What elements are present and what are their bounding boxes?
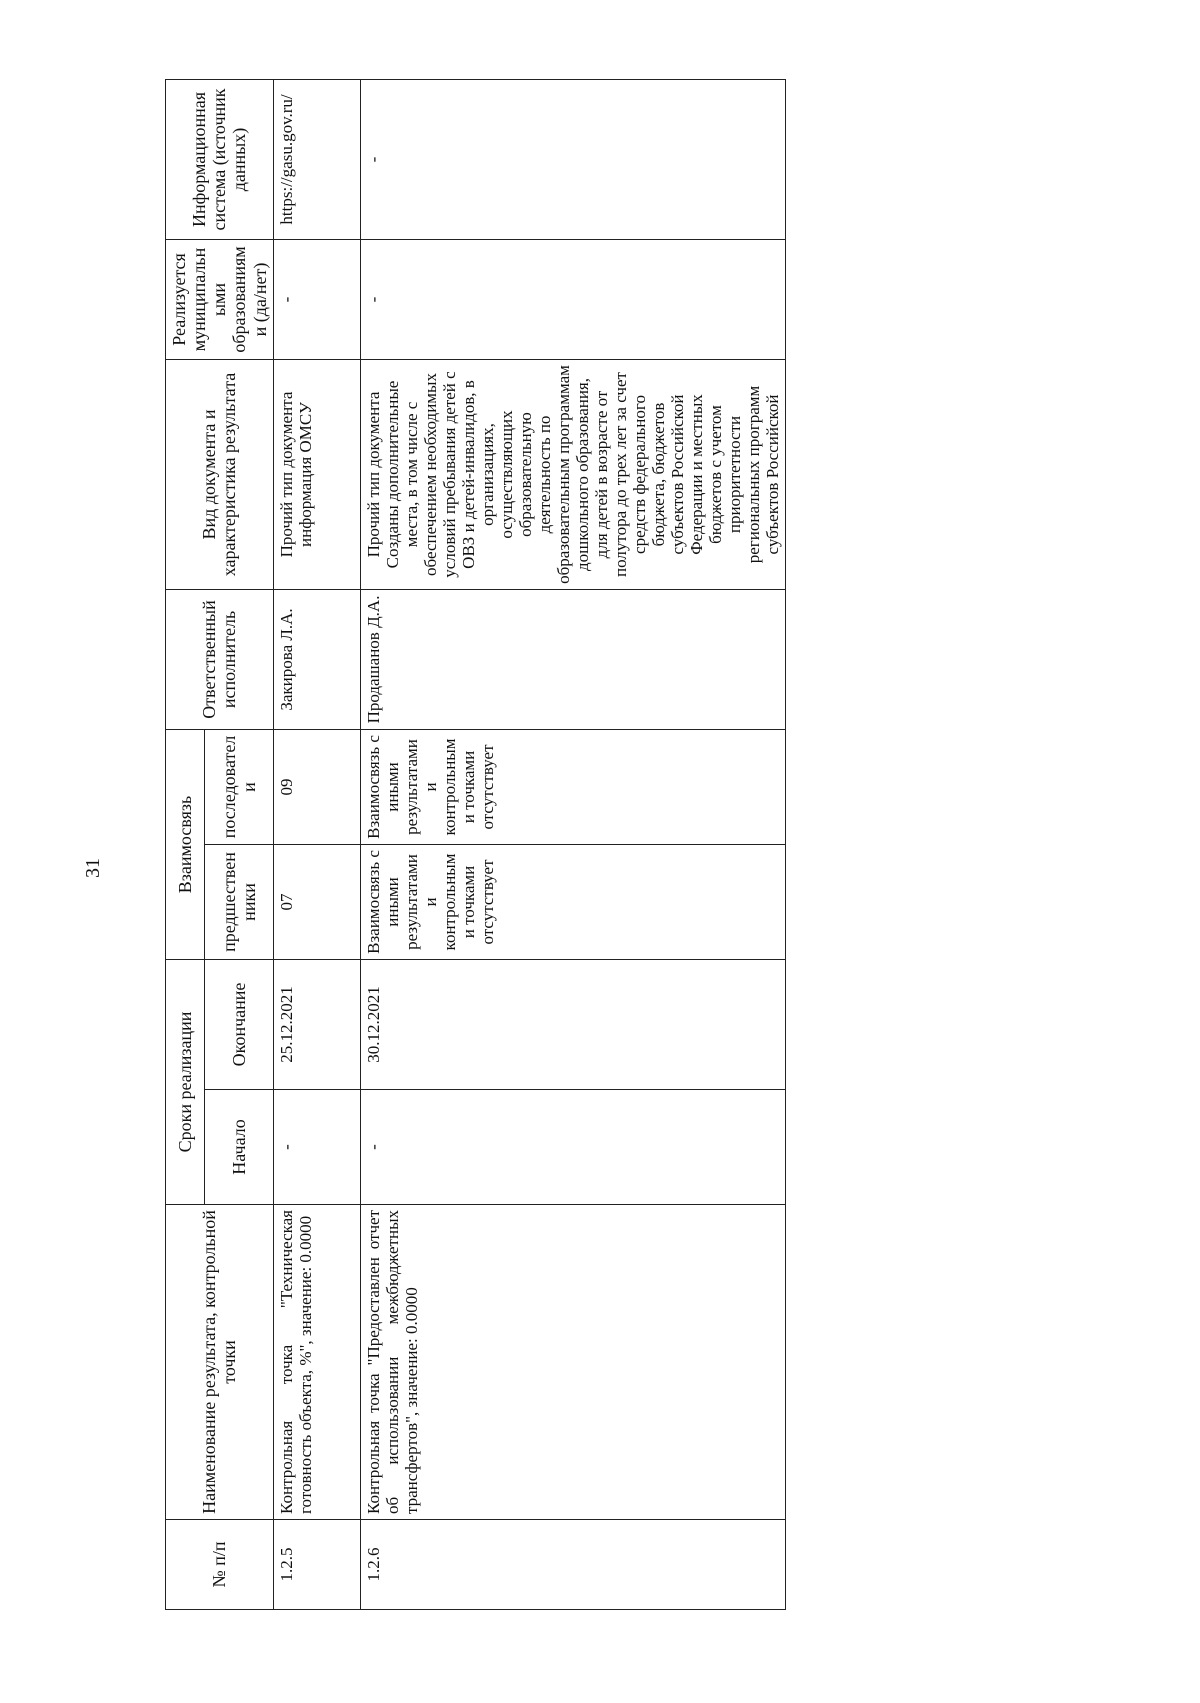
row-num: 1.2.6	[360, 1520, 786, 1610]
row-successors: Взаимосвязь с иными результатами и контрольными точками отсутствует	[360, 729, 786, 844]
plan-table	[165, 79, 786, 1610]
header-successors: последователи	[205, 729, 273, 844]
row-successors: 09	[273, 729, 360, 844]
row-responsible: Продашанов Д.А.	[360, 589, 786, 729]
header-predecessors: предшественники	[205, 844, 273, 959]
row-municipal: -	[273, 239, 360, 359]
row-start: -	[360, 1090, 786, 1205]
header-doc-type: Вид документа и характеристика результата	[166, 359, 274, 589]
header-end: Окончание	[205, 959, 273, 1089]
row-responsible: Закирова Л.А.	[273, 589, 360, 729]
header-start: Начало	[205, 1090, 273, 1205]
table-row	[360, 79, 786, 1609]
header-relation: Взаимосвязь	[166, 729, 205, 959]
row-info-system: -	[360, 79, 786, 239]
header-municipal: Реализуется муниципальными образованиями (да/нет)	[166, 239, 274, 359]
row-predecessors: Взаимосвязь с иными результатами и контрольными точками отсутствует	[360, 844, 786, 959]
row-end: 30.12.2021	[360, 959, 786, 1089]
row-name: Контрольная точка "Предоставлен отчет об использовании межбюджетных трансфертов", значение: 0.0000	[360, 1205, 786, 1520]
row-info-system: https://gasu.gov.ru/	[273, 79, 360, 239]
page-number: 31	[82, 858, 104, 878]
row-name: Контрольная точка "Техническая готовность объекта, %", значение: 0.0000	[273, 1205, 360, 1520]
row-doc-type: Прочий тип документа информация ОМСУ	[273, 359, 360, 589]
header-info-system: Информационная система (источник данных)	[166, 79, 274, 239]
header-name: Наименование результата, контрольной точки	[166, 1205, 274, 1520]
row-doc-type: Прочий тип документа Созданы дополнительные места, в том числе с обеспечением необходимых условий пребывания детей с ОВЗ и детей-инвалидов, в организациях, осуществляющих образовательную деятельность по образовательным программам дошкольного образования, для детей в возрасте от полутора до трех лет за счет средств федерального бюджета, бюджетов субъектов Российской Федерации и местных бюджетов с учетом приоритетности региональных программ субъектов Российской	[360, 359, 786, 589]
header-num: № п/п	[166, 1520, 274, 1610]
document-sheet	[165, 80, 1065, 1610]
row-predecessors: 07	[273, 844, 360, 959]
row-start: -	[273, 1090, 360, 1205]
header-terms: Сроки реализации	[166, 959, 205, 1204]
row-end: 25.12.2021	[273, 959, 360, 1089]
row-num: 1.2.5	[273, 1520, 360, 1610]
table-row	[273, 79, 360, 1609]
row-municipal: -	[360, 239, 786, 359]
header-responsible: Ответственный исполнитель	[166, 589, 274, 729]
